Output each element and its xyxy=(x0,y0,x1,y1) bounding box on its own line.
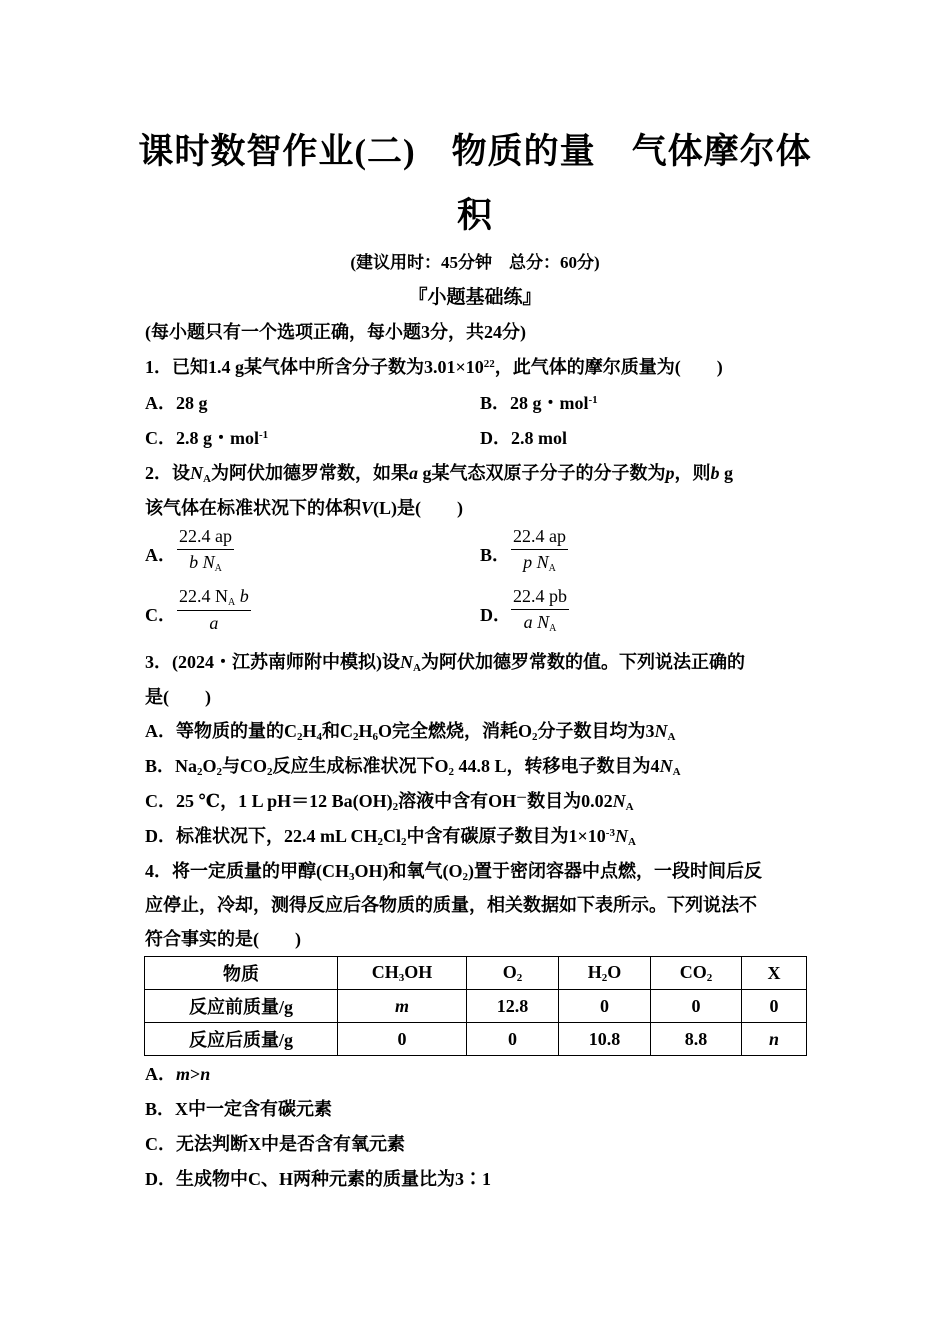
table-cell: n xyxy=(742,1023,807,1056)
question-1-stem: 1．已知1.4 g某气体中所含分子数为$3.01\times 10^{22}$，此气体的摩尔质量为( ) xyxy=(145,357,723,377)
fraction-denominator: p $N_A$ xyxy=(523,552,556,574)
question-4-stem-line3: 符合事实的是( ) xyxy=(145,929,301,949)
table-cell: 0 xyxy=(338,1023,467,1056)
q4-option-a[interactable]: A．m>n xyxy=(145,1064,211,1084)
table-header-cell: $CH_3OH$ xyxy=(338,957,467,990)
table-header-cell: 物质 xyxy=(145,957,338,990)
q1-option-d[interactable]: D．2.8 mol xyxy=(480,428,567,448)
page-title-continued: 积 xyxy=(456,196,493,235)
table-header-cell: $CO_2$ xyxy=(651,957,742,990)
table-header-cell: X xyxy=(742,957,807,990)
table-cell: m xyxy=(338,990,467,1023)
table-cell: 12.8 xyxy=(467,990,559,1023)
table-row xyxy=(145,990,807,1023)
q1-option-a[interactable]: A．28 g xyxy=(145,393,208,413)
table-header-cell: $O_2$ xyxy=(467,957,559,990)
question-3-stem-line2: 是( ) xyxy=(145,687,211,707)
q4-option-c[interactable]: C．无法判断X中是否含有氧元素 xyxy=(145,1134,405,1154)
q2-option-d-fraction[interactable] xyxy=(511,586,569,634)
table-cell: 0 xyxy=(651,990,742,1023)
mass-data-table xyxy=(144,956,807,1056)
q2-option-c-label[interactable]: C． xyxy=(145,605,176,625)
table-cell: 0 xyxy=(559,990,651,1023)
q2-option-a-fraction[interactable] xyxy=(177,526,234,574)
question-3-stem-line1: 3．(2024・江苏南师附中模拟)设$N_A$为阿伏加德罗常数的值。下列说法正确的 xyxy=(145,652,745,674)
time-and-score: (建议用时：45分钟 总分：60分) xyxy=(350,253,600,272)
table-cell: 10.8 xyxy=(559,1023,651,1056)
q2-option-a-label[interactable]: A． xyxy=(145,545,176,565)
table-cell: 反应后质量/g xyxy=(145,1023,338,1056)
question-2-stem-line2: 该气体在标准状况下的体积V(L)是( ) xyxy=(145,498,463,518)
table-cell: 反应前质量/g xyxy=(145,990,338,1023)
q4-option-b[interactable]: B．X中一定含有碳元素 xyxy=(145,1099,333,1119)
question-2-stem-line1: 2．设$N_A$为阿伏加德罗常数，如果a g某气态双原子分子的分子数为p，则b g xyxy=(145,463,733,485)
q3-option-b[interactable]: B．$Na_2O_2$与$CO_2$反应生成标准状况下$O_2$ 44.8 L，转移电子数目为$4N_A$ xyxy=(145,756,681,778)
page-title: 课时数智作业(二) 物质的量 气体摩尔体 xyxy=(138,132,812,171)
fraction-denominator: b $N_A$ xyxy=(189,552,222,574)
q2-option-b-fraction[interactable] xyxy=(511,526,568,574)
table-header-cell: $H_2O$ xyxy=(559,957,651,990)
fraction-denominator: a xyxy=(209,613,219,633)
table-cell: 0 xyxy=(742,990,807,1023)
q1-option-c[interactable]: C．2.8 g・mol$^{-1}$ xyxy=(145,428,269,448)
question-4-stem-line1: 4．将一定质量的甲醇$(CH_3OH)$和氧气$(O_2)$置于密闭容器中点燃，一段时间后反 xyxy=(145,861,762,883)
section-label: 『小题基础练』 xyxy=(408,287,542,308)
q2-option-d-label[interactable]: D． xyxy=(480,605,511,625)
instructions: (每小题只有一个选项正确，每小题3分，共24分) xyxy=(145,322,526,342)
q2-option-b-label[interactable]: B． xyxy=(480,545,511,565)
table-row xyxy=(145,1023,807,1056)
q1-option-b[interactable]: B．28 g・mol$^{-1}$ xyxy=(480,393,598,413)
table-cell: 8.8 xyxy=(651,1023,742,1056)
fraction-numerator: 22.4 ap xyxy=(511,526,568,550)
q2-option-c-fraction[interactable] xyxy=(177,586,251,634)
table-cell: 0 xyxy=(467,1023,559,1056)
question-4-stem-line2: 应停止，冷却，测得反应后各物质的质量，相关数据如下表所示。下列说法不 xyxy=(145,895,757,915)
fraction-numerator: 22.4 $N_A$ b xyxy=(177,586,251,611)
fraction-numerator: 22.4 ap xyxy=(177,526,234,550)
q3-option-c[interactable]: C．25 ℃，1 L pH＝12 $Ba(OH)_2$溶液中含有OH－数目为$0.02N_A$ xyxy=(145,791,634,813)
q4-option-d[interactable]: D．生成物中C、H两种元素的质量比为3∶1 xyxy=(145,1169,491,1189)
fraction-numerator: 22.4 pb xyxy=(511,586,569,610)
q3-option-a[interactable]: A．等物质的量的$C_2H_4$和$C_2H_6O$完全燃烧，消耗$O_2$分子数目均为$3N_A$ xyxy=(145,721,676,743)
fraction-denominator: a $N_A$ xyxy=(523,612,557,634)
q3-option-d[interactable]: D．标准状况下，22.4 mL $CH_2Cl_2$中含有碳原子数目为$1\times 10^{-3}N_A$ xyxy=(145,826,636,848)
table-header-row xyxy=(145,957,807,990)
